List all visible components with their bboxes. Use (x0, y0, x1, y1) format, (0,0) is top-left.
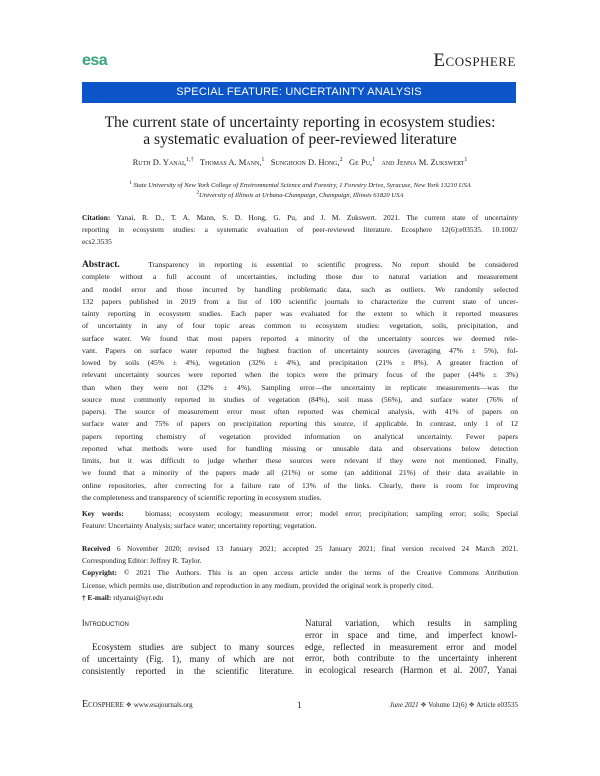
author-affiliation-mark: 1 (261, 157, 265, 164)
intro-line: Natural variation, which results in sampling (305, 618, 517, 628)
citation-line: reporting in ecosystem studies: a systematic evaluation of peer-reviewed literature. Ecosphere 12(6):e03535. 10.1002/ (82, 225, 518, 235)
intro-line: of uncertainty (Fig. 1), many of which are not (82, 653, 294, 664)
footer-volume: Volume 12(6) (428, 701, 467, 709)
abstract-line: the completeness and transparency of scientific reporting in ecosystem studies. (82, 492, 322, 502)
intro-left-column (82, 642, 294, 677)
author: Ge Pu, (349, 157, 373, 167)
email-label: † E-mail: (82, 592, 112, 602)
keywords-label: Key words: (82, 509, 124, 518)
title-line: a systematic evaluation of peer-reviewed literature (143, 131, 457, 148)
keywords-line: biomass; ecosystem ecology; measurement error; model error; precipitation; sampling error; soils; Special (145, 509, 518, 518)
intro-line: Ecosystem studies are subject to many sources (92, 642, 294, 652)
citation-line: Yanai, R. D., T. A. Mann, S. D. Hong, G. Pu, and J. M. Zukswert. 2021. The current state of uncertainty (116, 213, 518, 222)
citation (82, 212, 518, 249)
separator-icon: ❖ (468, 701, 475, 709)
footer-article: Article e03535 (476, 701, 518, 709)
email-link[interactable]: rdyanai@syr.edu (113, 592, 164, 602)
intro-line: error, both contribute to the uncertainty inherent (305, 653, 517, 664)
received-dates: 6 November 2020; revised 13 January 2021; accepted 25 January 2021; final version received 24 March 2021. (116, 544, 518, 553)
abstract-line: limits, but it was difficult to judge whether these sources were relevant if they were not mentioned. Finally, (82, 456, 518, 465)
footer-date: June 2021 (389, 701, 419, 709)
separator-icon: ❖ (125, 701, 132, 709)
abstract-line: than when they were not (32% ± 4%). Sampling error—the uncertainty in replicate measurements—was the (82, 382, 518, 392)
abstract-line: of uncertainty in any of four topic areas common to ecosystem studies: vegetation, soils, precipitation, and (82, 321, 518, 331)
abstract-line: 132 papers published in 2019 from a list of 100 scientific journals to characterize the current state of uncer- (82, 296, 518, 306)
abstract-line: vant. Papers on surface water reported the highest fraction of uncertainty sources (averaging 47% ± 5%), fol- (82, 345, 518, 355)
citation-line: ecs2.3535 (82, 237, 112, 247)
intro-line: consistently reported in the scientific literature. (82, 665, 294, 676)
keywords (82, 508, 518, 532)
corresponding-editor: Corresponding Editor: Jeffrey R. Taylor. (82, 556, 202, 566)
special-feature-banner: SPECIAL FEATURE: UNCERTAINTY ANALYSIS (82, 82, 516, 103)
affiliation-text: State University of New York College of Environmental Science and Forestry, 1 Forestry Drive, Syracuse, New York 13210 USA (133, 182, 471, 190)
author-affiliation-mark: 2 (339, 157, 343, 164)
abstract-line: papers). The source of measurement error most often reported was chemical analysis, with 41% of papers on (82, 407, 518, 416)
esa-logo: esa (82, 52, 108, 69)
title-line: The current state of uncertainty reporting in ecosystem studies: (104, 114, 496, 131)
copyright-label: Copyright: (82, 568, 117, 578)
article-history (82, 543, 518, 604)
abstract-line: complete without a full account of uncertainties, including those due to natural variation and measurement (82, 272, 518, 282)
abstract-line: surface water. We found that most papers reported a minority of the uncertainty sources we deemed rele- (82, 333, 518, 343)
footer-journal: Ecosphere (82, 699, 124, 710)
author-list (82, 157, 518, 167)
page-footer (82, 699, 518, 713)
received-label: Received (82, 544, 111, 553)
abstract-line (82, 259, 518, 271)
separator-icon: ❖ (420, 701, 427, 709)
abstract-line: lowed by soils (45% ± 4%), vegetation (32% ± 4%), and precipitation (21% ± 8%). A greater fraction of (82, 358, 518, 367)
abstract-label: Abstract. (82, 260, 120, 270)
abstract (82, 259, 518, 504)
intro-right-column (305, 618, 517, 677)
author: and Jenna M. Zukswert (381, 157, 465, 167)
abstract-line: online repositories, after correcting for a failure rate of 13% of the links. Clearly, there is room for improving (82, 480, 518, 490)
abstract-line: papers reporting chemistry of vegetation provided information on analytical uncertainty. Fewer papers (82, 431, 518, 441)
intro-line: in ecological research (Harmon et al. 2007, Yanai (305, 665, 517, 676)
keywords-line: Feature: Uncertainty Analysis; surface water; uncertainty reporting; vegetation. (82, 521, 317, 531)
abstract-text: Transparency in reporting is essential to scientific progress. No report should be considered (148, 260, 518, 269)
journal-name: Ecosphere (433, 50, 516, 71)
footer-website-link[interactable]: www.esajournals.org (133, 701, 193, 709)
section-heading-introduction: Introduction (82, 618, 129, 628)
copyright-line: © 2021 The Authors. This is an open access article under the terms of the Creative Commons Attribution (123, 568, 518, 578)
affiliation-mark: 2 (196, 191, 200, 196)
abstract-line: we found that a minority of the papers made all (21%) or some (an additional 21%) of their data available in (82, 468, 518, 478)
author-affiliation-mark: 1 (372, 157, 376, 164)
intro-line: edge, reflected in measurement error and model (305, 641, 517, 652)
abstract-line: surface water and 75% of papers on precipitation reporting this source, if applicable. In contrast, only 1 of 12 (82, 419, 518, 429)
abstract-line: tainty reporting in ecosystem studies. Each paper was evaluated for the extent to which it reported measures (82, 309, 518, 318)
affiliation-mark: 1 (129, 181, 132, 186)
abstract-line: source most commonly reported in studies of vegetation (84%), soil mass (56%), and surface water (76% of (82, 394, 518, 404)
author-affiliation-mark: 1,† (186, 157, 194, 164)
author: Ruth D. Yanai, (132, 157, 187, 167)
author-affiliation-mark: 1 (464, 157, 468, 164)
abstract-line: relevant uncertainty sources were reported when the topics were the primary focus of the paper (44% ± 3%) (82, 370, 518, 380)
intro-line: error in space and time, and imperfect knowl- (305, 629, 517, 640)
copyright-line: License, which permits use, distribution and reproduction in any medium, provided the original work is properly cited. (82, 580, 433, 590)
abstract-line: and model error and those incurred by handling problematic data, such as outliers. We randomly selected (82, 284, 518, 294)
article-title (82, 114, 518, 148)
author: Thomas A. Mann, (199, 157, 262, 167)
abstract-line: reported what methods were used for handling missing or unusable data and observations below detection (82, 443, 518, 453)
affiliation (82, 191, 518, 199)
page-number: 1 (297, 700, 302, 710)
author: Sunghoon D. Hong, (270, 157, 340, 167)
citation-label: Citation: (82, 213, 111, 222)
affiliation (82, 181, 518, 189)
affiliation-text: University of Illinois at Urbana-Champaign, Champaign, Illinois 61820 USA (199, 192, 404, 200)
